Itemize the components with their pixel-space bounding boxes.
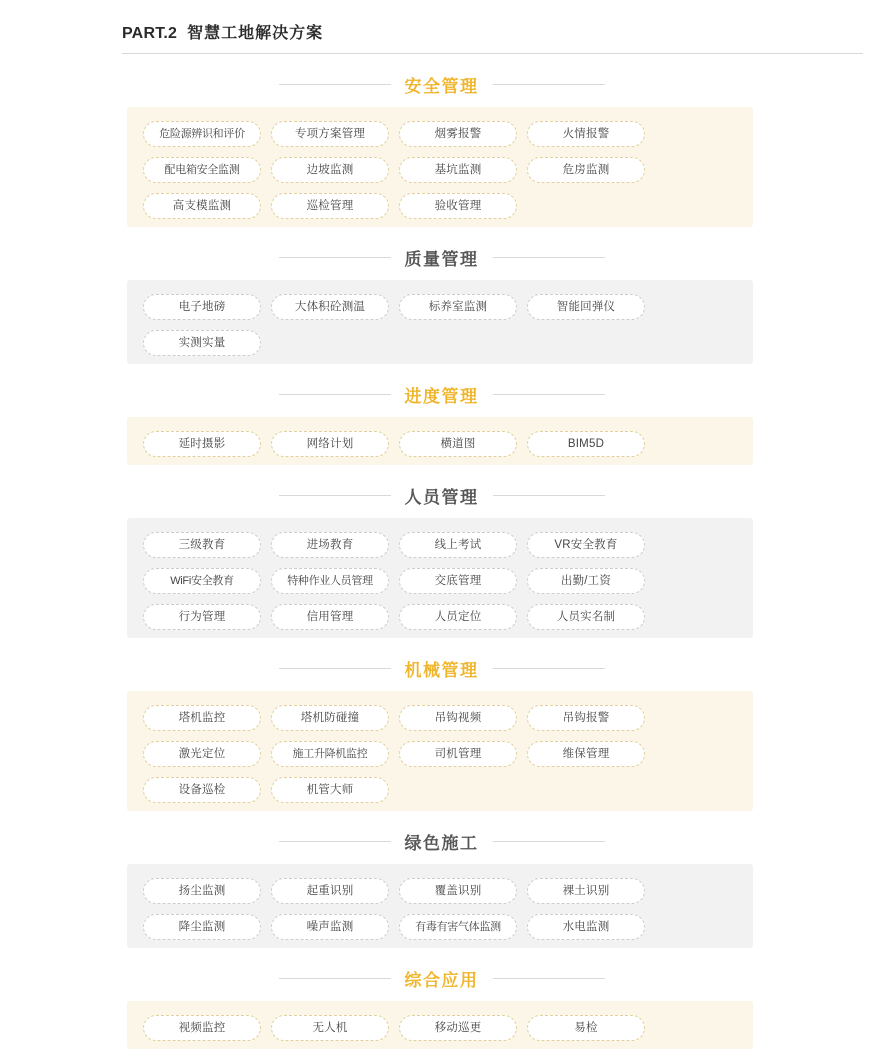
section [0, 656, 883, 811]
feature-chip[interactable]: 电子地磅 [143, 294, 261, 320]
feature-chip[interactable]: 司机管理 [399, 741, 517, 767]
divider-line-left [279, 84, 391, 85]
section-title: 质量管理 [404, 250, 479, 269]
feature-chip[interactable]: 起重识别 [271, 878, 389, 904]
divider-line-left [279, 394, 391, 395]
feature-chip[interactable]: 裸土识别 [527, 878, 645, 904]
page-header [122, 20, 863, 54]
divider-line-right [493, 978, 605, 979]
feature-chip[interactable]: 三级教育 [143, 532, 261, 558]
feature-chip[interactable]: 进场教育 [271, 532, 389, 558]
chip-list [143, 294, 737, 356]
feature-chip[interactable]: 扬尘监测 [143, 878, 261, 904]
section-title: 绿色施工 [404, 834, 479, 853]
feature-chip[interactable]: VR安全教育 [527, 532, 645, 558]
feature-chip[interactable]: 人员定位 [399, 604, 517, 630]
feature-chip[interactable]: 吊钩视频 [399, 705, 517, 731]
section-header [128, 829, 756, 854]
feature-chip[interactable]: 危险源辨识和评价 [143, 121, 261, 147]
feature-chip[interactable]: 噪声监测 [271, 914, 389, 940]
divider-line-right [493, 841, 605, 842]
feature-chip[interactable]: BIM5D [527, 431, 645, 457]
feature-chip[interactable]: 验收管理 [399, 193, 517, 219]
feature-chip[interactable]: 维保管理 [527, 741, 645, 767]
feature-chip[interactable]: 无人机 [271, 1015, 389, 1041]
divider-line-left [279, 841, 391, 842]
feature-chip[interactable]: 易检 [527, 1015, 645, 1041]
divider-line-left [279, 495, 391, 496]
feature-chip[interactable]: 大体积砼测温 [271, 294, 389, 320]
section-panel [127, 280, 753, 364]
section [0, 483, 883, 638]
chip-list [143, 705, 737, 803]
feature-chip[interactable]: 巡检管理 [271, 193, 389, 219]
section-header [128, 656, 756, 681]
feature-chip[interactable]: 横道图 [399, 431, 517, 457]
feature-chip[interactable]: 基坑监测 [399, 157, 517, 183]
feature-chip[interactable]: 火情报警 [527, 121, 645, 147]
divider-line-right [493, 495, 605, 496]
feature-chip[interactable]: 移动巡更 [399, 1015, 517, 1041]
feature-chip[interactable]: 网络计划 [271, 431, 389, 457]
sections-container [0, 72, 883, 1049]
feature-chip[interactable]: 有毒有害气体监测 [399, 914, 517, 940]
feature-chip[interactable]: 塔机防碰撞 [271, 705, 389, 731]
page-title: 智慧工地解决方案 [187, 25, 324, 42]
section-title: 进度管理 [404, 387, 479, 406]
chip-list [143, 878, 737, 940]
feature-chip[interactable]: 降尘监测 [143, 914, 261, 940]
chip-list [143, 532, 737, 630]
divider-line-right [493, 84, 605, 85]
chip-list [143, 1015, 737, 1041]
feature-chip[interactable]: 机管大师 [271, 777, 389, 803]
chip-list [143, 431, 737, 457]
feature-chip[interactable]: 吊钩报警 [527, 705, 645, 731]
feature-chip[interactable]: 实测实量 [143, 330, 261, 356]
section-title: 综合应用 [404, 971, 479, 990]
section-header [128, 245, 756, 270]
feature-chip[interactable]: 信用管理 [271, 604, 389, 630]
feature-chip[interactable]: 配电箱安全监测 [143, 157, 261, 183]
section-panel [127, 1001, 753, 1049]
feature-chip[interactable]: 专项方案管理 [271, 121, 389, 147]
part-label: PART.2 [122, 25, 178, 42]
feature-chip[interactable]: 覆盖识别 [399, 878, 517, 904]
divider-line-left [279, 257, 391, 258]
feature-chip[interactable]: 激光定位 [143, 741, 261, 767]
section-header [128, 382, 756, 407]
section [0, 245, 883, 364]
section-header [128, 72, 756, 97]
section-panel [127, 864, 753, 948]
feature-chip[interactable]: 危房监测 [527, 157, 645, 183]
feature-chip[interactable]: 设备巡检 [143, 777, 261, 803]
divider-line-right [493, 668, 605, 669]
section [0, 966, 883, 1049]
feature-chip[interactable]: 边坡监测 [271, 157, 389, 183]
feature-chip[interactable]: WiFi安全教育 [143, 568, 261, 594]
feature-chip[interactable]: 行为管理 [143, 604, 261, 630]
divider-line-right [493, 394, 605, 395]
divider-line-left [279, 668, 391, 669]
section-title: 安全管理 [404, 77, 479, 96]
feature-chip[interactable]: 高支模监测 [143, 193, 261, 219]
section-header [128, 483, 756, 508]
section-panel [127, 417, 753, 465]
divider-line-right [493, 257, 605, 258]
feature-chip[interactable]: 线上考试 [399, 532, 517, 558]
section-panel [127, 107, 753, 227]
feature-chip[interactable]: 交底管理 [399, 568, 517, 594]
section-panel [127, 518, 753, 638]
section-panel [127, 691, 753, 811]
feature-chip[interactable]: 施工升降机监控 [271, 741, 389, 767]
section [0, 72, 883, 227]
feature-chip[interactable]: 标养室监测 [399, 294, 517, 320]
feature-chip[interactable]: 特种作业人员管理 [271, 568, 389, 594]
section-title: 机械管理 [404, 661, 479, 680]
feature-chip[interactable]: 烟雾报警 [399, 121, 517, 147]
chip-list [143, 121, 737, 219]
feature-chip[interactable]: 出勤/工资 [527, 568, 645, 594]
section [0, 382, 883, 465]
feature-chip[interactable]: 人员实名制 [527, 604, 645, 630]
feature-chip[interactable]: 水电监测 [527, 914, 645, 940]
section-title: 人员管理 [404, 488, 479, 507]
section [0, 829, 883, 948]
section-header [128, 966, 756, 991]
feature-chip[interactable]: 延时摄影 [143, 431, 261, 457]
divider-line-left [279, 978, 391, 979]
feature-chip[interactable]: 智能回弹仪 [527, 294, 645, 320]
feature-chip[interactable]: 视频监控 [143, 1015, 261, 1041]
feature-chip[interactable]: 塔机监控 [143, 705, 261, 731]
